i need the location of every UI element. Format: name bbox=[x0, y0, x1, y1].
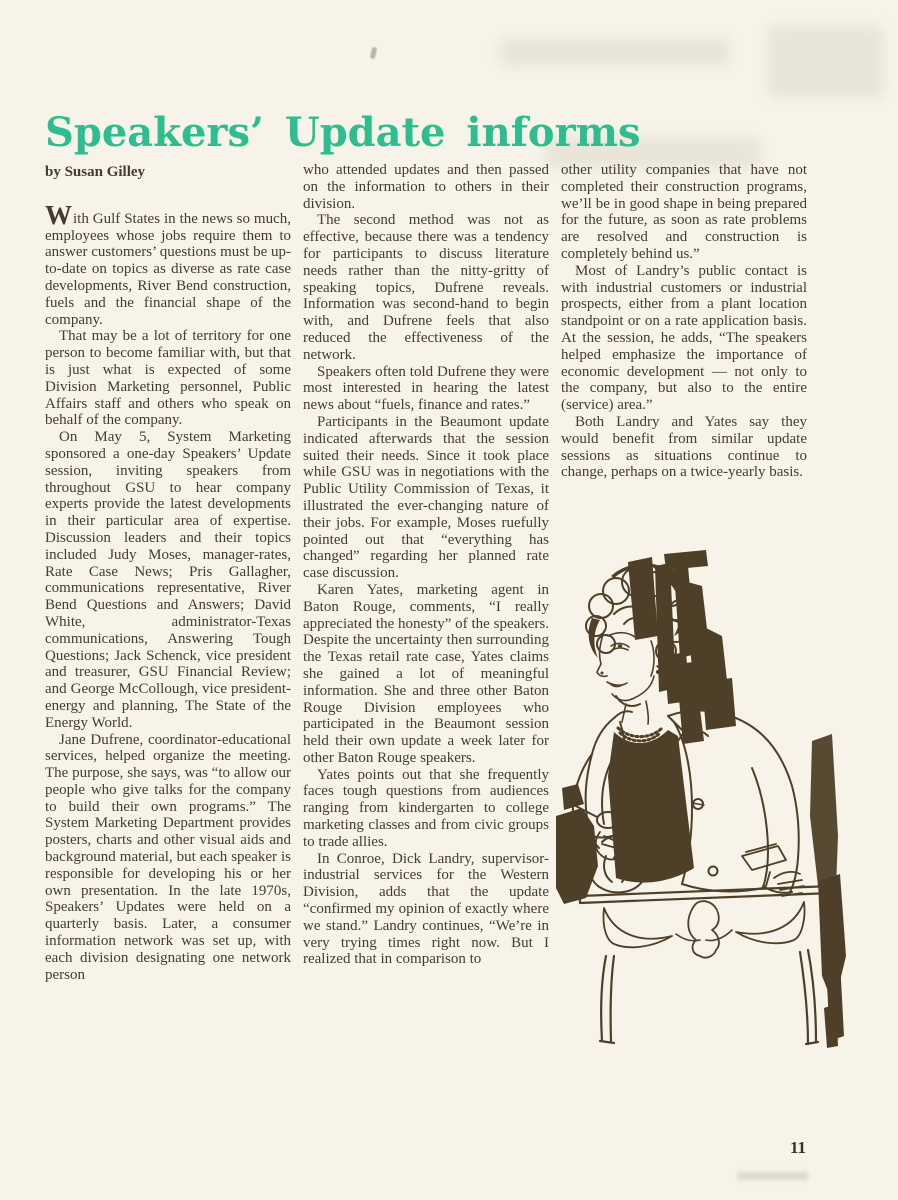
paragraph: With Gulf States in the news so much, employees whose jobs require them to answer customers’ questions must be up-to-date on topics as diverse as rate case developments, River Bend construction, fuels and the financial shape of the company. bbox=[45, 199, 291, 328]
illustration-face bbox=[597, 631, 666, 724]
paragraph: who attended updates and then passed on the information to others in their division. bbox=[303, 162, 549, 212]
byline: by Susan Gilley bbox=[45, 164, 146, 180]
paragraph: Participants in the Beaumont update indicated afterwards that the session suited their needs. Since it took place while GSU was in negotiations with the Public Utility Commission of Texas, it illustrated the ever-changing nature of their jobs. For example, Moses ruefully pointed out that “everything has changed” regarding her planned rate case discussion. bbox=[303, 413, 549, 582]
page-number: 11 bbox=[790, 1138, 807, 1157]
paragraph: In Conroe, Dick Landry, supervisor-industrial services for the Western Division, adds that the update “confirmed my opinion of exactly where we stand.” Landry continues, “We’re in very trying times right now. But I realized that in comparison to bbox=[303, 850, 549, 968]
article-column bbox=[303, 162, 549, 983]
paragraph: Karen Yates, marketing agent in Baton Rouge, comments, “I really appreciated the honesty” of the speakers. Despite the uncertainty then surrounding the Texas retail rate case, Yates claims she gained a lot of meaningful information. She and three other Baton Rouge Division employees who participated in the Beaumont session held their own update a week later for other Baton Rouge speakers. bbox=[303, 581, 549, 766]
paragraph: Speakers often told Dufrene they were most interested in hearing the latest news about “fuels, finance and rates.” bbox=[303, 363, 549, 414]
page-title: Speakers’ Update informs bbox=[45, 108, 641, 156]
paragraph: Yates points out that she frequently faces tough questions from audiences ranging from kindergarten to college marketing classes and from civic groups to trade allies. bbox=[303, 766, 549, 850]
woman-illustration bbox=[556, 536, 896, 1136]
showthrough-mark bbox=[370, 47, 378, 60]
paragraph: Both Landry and Yates say they would benefit from similar update sessions as situations continue to change, perhaps on a twice-yearly basis. bbox=[561, 413, 807, 481]
paragraph: Jane Dufrene, coordinator-educational services, helped organize the meeting. The purpose, she says, was “to allow our people who give talks for the company to build their own programs.” The System Marketing Department provides posters, charts and other visual aids and background material, but each speaker is responsible for developing his or her own presentation. In the late 1970s, Speakers’ Updates were held on a quarterly basis. Later, a consumer information network was set up, with each division designating one network person bbox=[45, 731, 291, 983]
illustration-table bbox=[580, 874, 846, 1048]
initial-cap: W bbox=[45, 199, 73, 230]
paper-smudge bbox=[738, 1172, 808, 1180]
paper-showthrough bbox=[500, 38, 730, 66]
paper-showthrough bbox=[768, 26, 883, 98]
paragraph: On May 5, System Marketing sponsored a one-day Speakers’ Update session, inviting speakers from throughout GSU to hear company experts provide the latest developments in their particular area of expertise. Discussion leaders and their topics included Judy Moses, manager-rates, Rate Case News; Pris Gallagher, communications representative, River Bend Questions and Answers; David White, administrator-Texas communications, Answering Tough Questions; Jack Schenck, vice president and treasurer, GSU Financial Review; and George McCollough, vice president-energy and planning, The State of the Energy World. bbox=[45, 429, 291, 731]
illustration-sweater bbox=[608, 730, 694, 883]
article-column bbox=[45, 162, 291, 983]
paragraph: The second method was not as effective, because there was a tendency for participants to discuss literature needs rather than the nitty-gritty of speaking topics, Dufrene reveals. Information was second-hand to begin with, and Dufrene feels that also reduced the effectiveness of the network. bbox=[303, 212, 549, 363]
paragraph: Most of Landry’s public contact is with industrial customers or industrial prospects, either from a plant location standpoint or on a rate application basis. At the session, he adds, “The speakers helped emphasize the importance of economic development — not only to the company, but also to the entire (service) area.” bbox=[561, 262, 807, 414]
paragraph: other utility companies that have not completed their construction programs, we’ll be in good shape in being prepared for the future, as soon as rate problems are resolved and construction is completely behind us.” bbox=[561, 162, 807, 262]
paragraph: That may be a lot of territory for one person to become familiar with, but that is just what is expected of some Division Marketing personnel, Public Affairs staff and others who speak on behalf of the company. bbox=[45, 328, 291, 429]
